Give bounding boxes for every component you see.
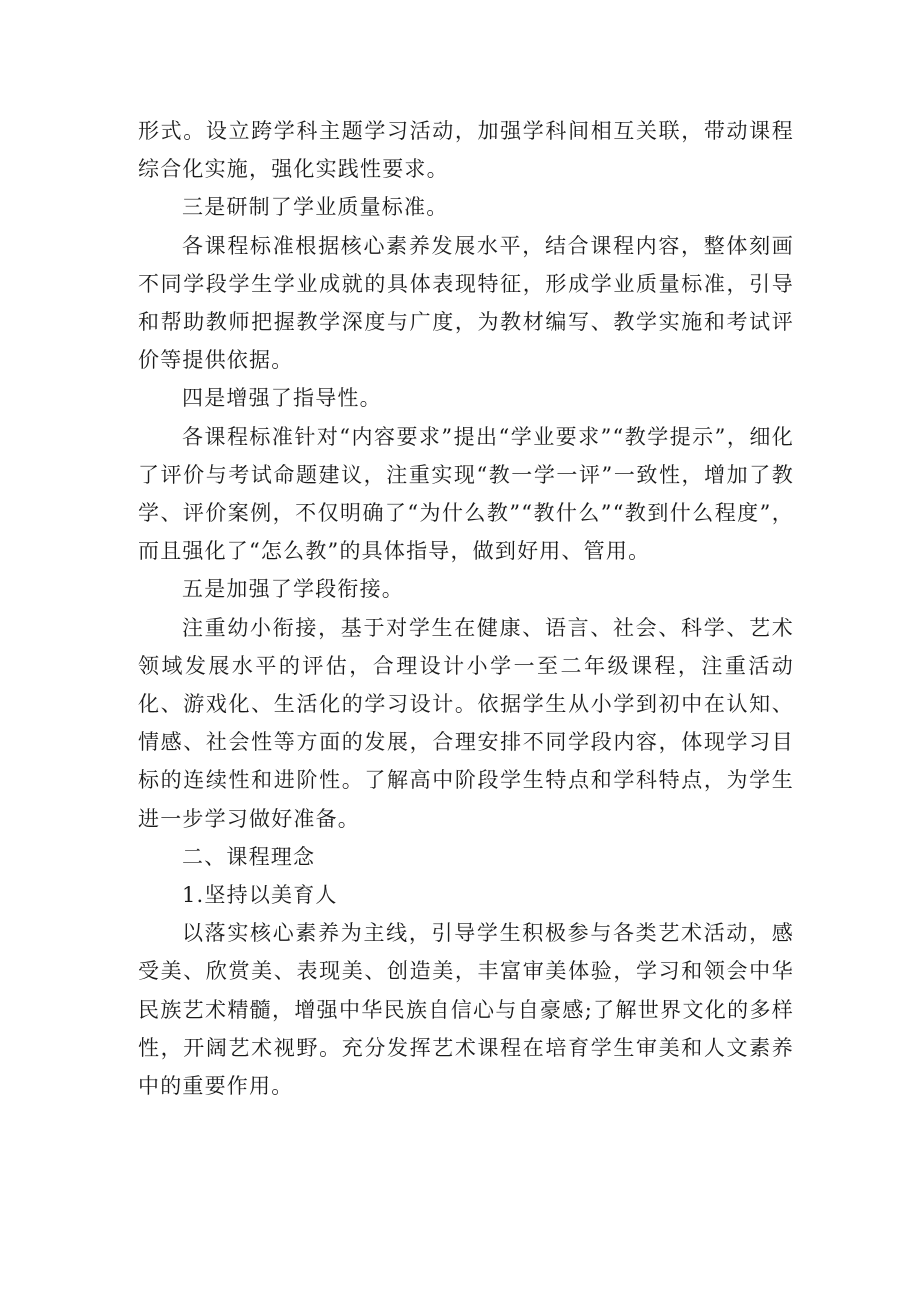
paragraph-guidance: 各课程标准针对“内容要求”提出“学业要求”“教学提示”，细化了评价与考试命题建议，注重实现“教一学一评”一致性，增加了教学、评价案例，不仅明确了“为什么教”“教什么”“教到什么程度”，而且强化了“怎么教”的具体指导，做到好用、管用。 (138, 424, 794, 564)
paragraph-continuation: 形式。设立跨学科主题学习活动，加强学科间相互关联，带动课程综合化实施，强化实践性要求。 (138, 119, 794, 182)
document-body (138, 112, 794, 1105)
paragraph-quality-standard: 各课程标准根据核心素养发展水平，结合课程内容，整体刻画不同学段学生学业成就的具体表现特征，形成学业质量标准，引导和帮助教师把握教学深度与广度，为教材编写、教学实施和考试评价等提供依据。 (138, 233, 794, 373)
paragraph-stage-connection: 注重幼小衔接，基于对学生在健康、语言、社会、科学、艺术领域发展水平的评估，合理设计小学一至二年级课程，注重活动化、游戏化、生活化的学习设计。依据学生从小学到初中在认知、情感、社会性等方面的发展，合理安排不同学段内容，体现学习目标的连续性和进阶性。了解高中阶段学生特点和学科特点，为学生进一步学习做好准备。 (138, 615, 794, 831)
subheading-three: 三是研制了学业质量标准。 (182, 195, 449, 220)
paragraph-core-literacy: 以落实核心素养为主线，引导学生积极参与各类艺术活动，感受美、欣赏美、表现美、创造美，丰富审美体验，学习和领会中华民族艺术精髓，增强中华民族自信心与自豪感;了解世界文化的多样性，开阔艺术视野。充分发挥艺术课程在培育学生审美和人文素养中的重要作用。 (138, 921, 794, 1099)
section-heading-course-philosophy: 二、课程理念 (182, 844, 316, 869)
subheading-five: 五是加强了学段衔接。 (182, 577, 404, 602)
subheading-four: 四是增强了指导性。 (182, 386, 382, 411)
subheading-aesthetic-education: 1.坚持以美育人 (182, 883, 338, 908)
